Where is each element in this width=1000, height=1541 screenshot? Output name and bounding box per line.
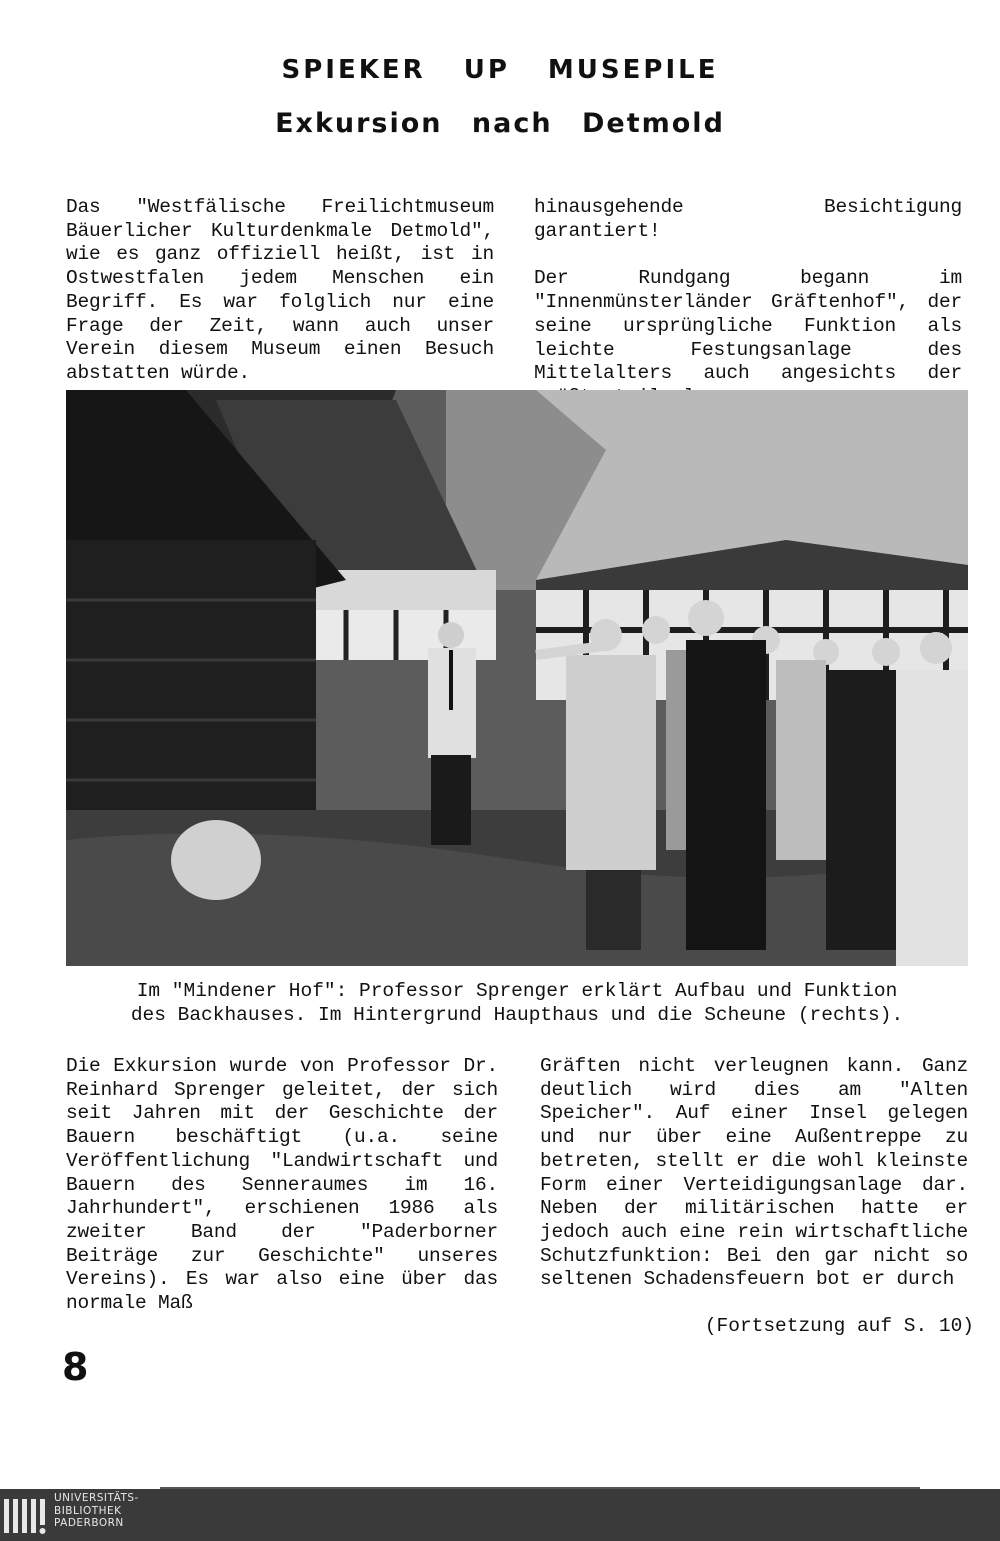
library-name-line-2: BIBLIOTHEK [54, 1504, 122, 1517]
paragraph-speicher: Gräften nicht verleugnen kann. Ganz deutlich wird dies am "Alten Speicher". Auf einer Insel gelegen und nur über eine Außentreppe zu betreten, stellt er die wohl kleinste Form einer Verteidigungsanlage dar. Neben der militärischen hatte er jedoch auch eine rein wirtschaftliche Schutzfunktion: Bei den gar nicht so seltenen Schadensfeuern bot er durch [540, 1055, 968, 1291]
caption-line-1: Im "Mindener Hof": Professor Sprenger erklärt Aufbau und Funktion [136, 980, 898, 1002]
paragraph-rundgang: Der Rundgang begann im "Innenmünsterländer Gräftenhof", der seine ursprüngliche Funktion als leichte Festungsanlage des Mittelalters auch angesichts der [534, 267, 962, 385]
column-bottom-left [66, 1055, 498, 1316]
photo-illustration [66, 390, 968, 966]
article-title: Exkursion nach Detmold [275, 108, 725, 139]
paragraph-intro: Das "Westfälische Freilichtmuseum Bäuerlicher Kulturdenkmale Detmold", wie es ganz offiziell heißt, ist in Ostwestfalen jedem Menschen ein Begriff. Es war folglich nur eine Frage der Zeit, wann auch unser Verein diesem Museum einen Besuch abstatten würde. [66, 196, 494, 384]
photo-caption [66, 979, 968, 1027]
library-logo-icon [4, 1493, 48, 1537]
paragraph-intro-end: hinausgehende Besichtigung garantiert! [534, 196, 962, 242]
library-name-line-1: UNIVERSITÄTS- [54, 1492, 139, 1504]
column-top-left [66, 196, 494, 386]
page-number: 8 [62, 1345, 89, 1389]
series-title: SPIEKER UP MUSEPILE [281, 55, 719, 85]
column-bottom-right [540, 1055, 968, 1292]
article-photo [66, 390, 968, 966]
caption-line-2: des Backhauses. Im Hintergrund Haupthaus und die Scheune (rechts). [130, 1004, 904, 1026]
library-footer [0, 1489, 1000, 1541]
continuation-note: (Fortsetzung auf S. 10) [704, 1315, 974, 1337]
library-name-line-3: PADERBORN [54, 1517, 124, 1529]
column-top-right [534, 196, 962, 410]
paragraph-exkursion: Die Exkursion wurde von Professor Dr. Reinhard Sprenger geleitet, der sich seit Jahren mit der Geschichte der Bauern beschäftigt (u.a. seine Veröffentlichung "Landwirtschaft und Bauern des Senneraumes im 16. Jahrhundert", erschienen 1986 als zweiter Band der "Paderborner Beiträge zur Geschichte" unseres Vereins). Es war also eine über das normale Maß [66, 1055, 498, 1315]
library-name [54, 1492, 139, 1530]
